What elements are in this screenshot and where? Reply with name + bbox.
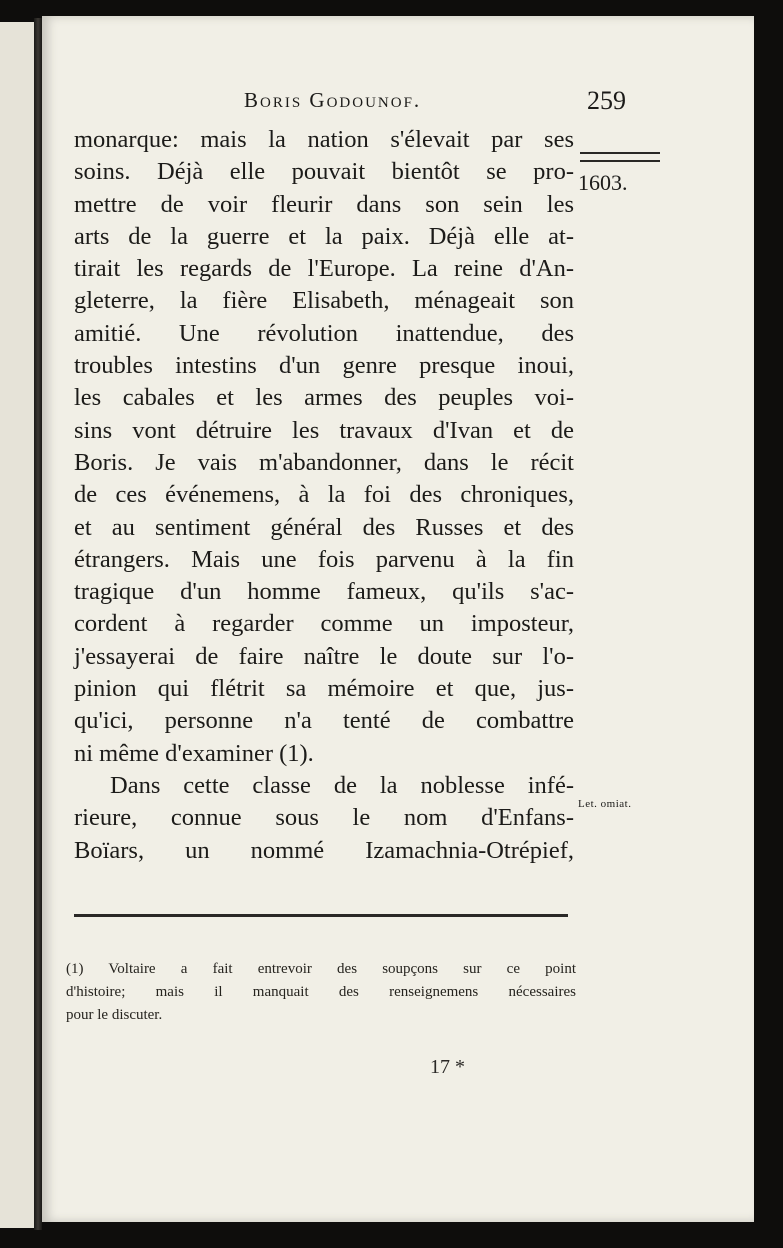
running-title: Boris Godounof. [244,88,422,112]
footnote-divider [74,914,568,917]
page-number: 259 [587,86,626,115]
text-line: gleterre, la fière Elisabeth, ménageait son [74,287,574,315]
text-line: qu'ici, personne n'a tenté de combattre [74,707,574,735]
page-header [200,88,640,118]
facing-page-edge [0,22,36,1228]
text-line: amitié. Une révolution inattendue, des [74,319,574,347]
text-line: ni même d'examiner (1). [74,739,314,767]
text-line: les cabales et les armes des peuples voi- [74,384,574,412]
margin-note-year: 1603. [578,170,628,195]
text-line: de ces événemens, à la foi des chroniques, [74,481,574,509]
text-line: sins vont détruire les travaux d'Ivan et de [74,416,574,444]
footnote-line: pour le discuter. [66,1007,163,1023]
text-line: arts de la guerre et la paix. Déjà elle at- [74,222,574,250]
text-line: Boïars, un nommé Izamachnia-Otrépief, [74,836,574,864]
text-line: étrangers. Mais une fois parvenu à la fin [74,545,574,573]
margin-note-reference: Let. omiat. [578,798,632,810]
signature-mark: 17 * [430,1056,465,1078]
margin-ornament-rule [580,152,660,162]
text-line: tirait les regards de l'Europe. La reine d'An- [74,255,574,283]
footnote [66,958,576,1027]
text-line: rieure, connue sous le nom d'Enfans- [74,804,574,832]
text-line: j'essayerai de faire naître le doute sur l'o- [74,642,574,670]
text-line: troubles intestins d'un genre presque inoui, [74,352,574,380]
text-line: cordent à regarder comme un imposteur, [74,610,574,638]
book-gutter [34,18,42,1230]
footnote-line: (1) Voltaire a fait entrevoir des soupçons sur ce point [66,961,576,977]
text-line: et au sentiment général des Russes et des [74,513,574,541]
text-line: mettre de voir fleurir dans son sein les [74,190,574,218]
text-line: Boris. Je vais m'abandonner, dans le récit [74,448,574,476]
text-line: soins. Déjà elle pouvait bientôt se pro- [74,158,574,186]
main-text [74,124,574,867]
paragraph-start-line: Dans cette classe de la noblesse infé- [110,771,574,799]
text-line: tragique d'un homme fameux, qu'ils s'ac- [74,578,574,606]
footnote-line: d'histoire; mais il manquait des renseignemens nécessaires [66,984,576,1000]
text-line: monarque: mais la nation s'élevait par ses [74,126,574,153]
text-line: pinion qui flétrit sa mémoire et que, jus- [74,675,574,703]
